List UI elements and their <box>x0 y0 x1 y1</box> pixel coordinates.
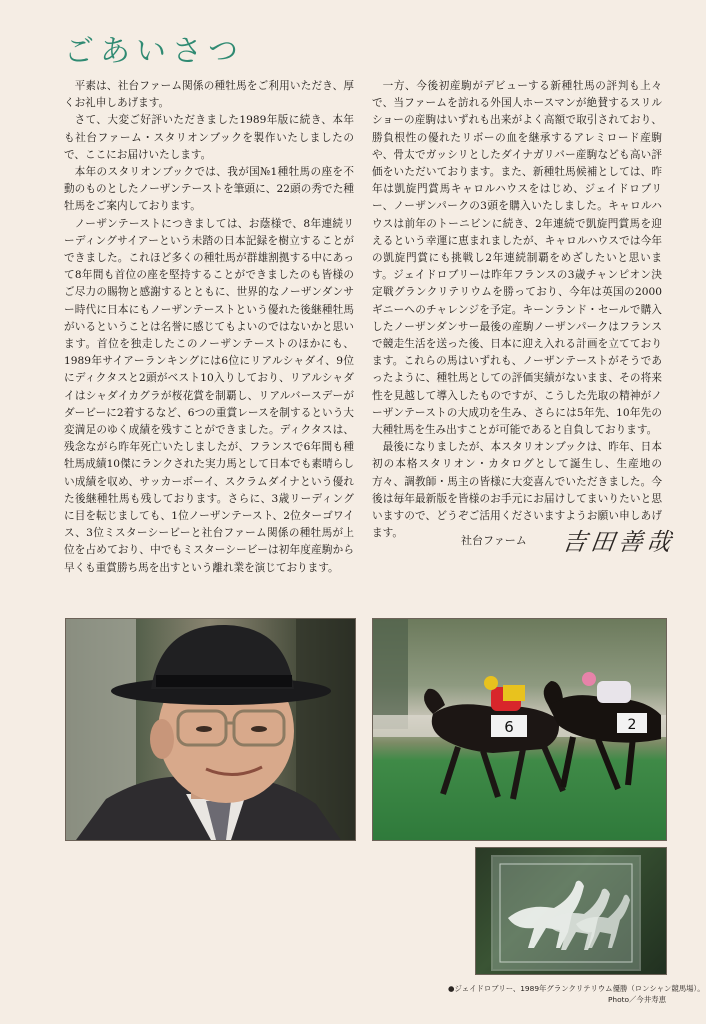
race-illustration <box>373 619 666 840</box>
greeting-left-column <box>64 78 354 577</box>
paragraph: さて、大変ご好評いただきました1989年版に続き、本年も社台ファーム・スタリオンブックを製作いたしましたので、ここにお届けいたします。 <box>64 114 354 161</box>
photo-caption <box>448 983 705 1005</box>
paragraph: 平素は、社台ファーム関係の種牡馬をご利用いただき、厚くお礼申しあげます。 <box>64 80 354 110</box>
paragraph: 一方、今後初産駒がデビューする新種牡馬の評判も上々で、当ファームを訪れる外国人ホースマンが絶賛するスリルショーの産駒はいずれも出来がよく高額で取引されており、勝負根性の優れたリボーの血を継承するアレミロード産駒や、骨太でガッシリとしたダイナガリバー産駒なども高い評価をいただいております。また、新種牡馬候補としては、昨年は凱旋門賞馬キャロルハウスをはじめ、ジェイドロブリー、ノーザンパークの3頭を購入いたしました。キャロルハウスは前年のトーニビンに続き、2年連続で凱旋門賞馬を迎えるという幸運に恵まれましたが、キャロルハウスでは今年の凱旋門賞にも挑戦し2年連続制覇をめざしたいと思います。ジェイドロブリーは昨年フランスの3歳チャンピオン決定戦グランクリテリウムを勝っており、今年は英国の2000ギニーへのチャレンジを予定。キーンランド・セールで購入したノーザンダンサー最後の産駒ノーザンパークはフランスで競走生活を送った後、日本に迎え入れる計画を立てております。これらの馬はいずれも、ノーザンテーストがそうであったように、種牡馬としての評価実績がないまま、その将来性を見越して導入したものですが、こうした先取の精神がノーザンテーストの大成功を生み、さらには5年先、10年先の大種牡馬を生み出すことが可能であると自負しております。 <box>372 80 662 437</box>
portrait-photo <box>65 618 356 841</box>
horse-6 <box>424 676 563 799</box>
caption-text: ●ジェイドロブリー、1989年グランクリテリウム優勝（ロンシャン競馬場）。 <box>448 984 705 993</box>
signature-organization: 社台ファーム <box>461 533 527 547</box>
paragraph: 本年のスタリオンブックでは、我が国№1種牡馬の座を不動のものとしたノーザンテーストを筆頭に、22頭の秀でた種牡馬をご案内しております。 <box>64 166 354 213</box>
paragraph: 最後になりましたが、本スタリオンブックは、昨年、日本初の本格スタリオン・カタログとして誕生し、生産地の方々、調教師・馬主の皆様に大変喜んでいただきました。今後は毎年最新版を皆様のお手元にお届けしてまいりたいと思いますので、どうぞご活用くださいますようお願い申しあげます。 <box>372 441 662 540</box>
signature-block <box>461 522 675 557</box>
handwritten-signature: 吉田善哉 <box>560 528 677 556</box>
page-title: ごあいさつ <box>64 34 244 69</box>
saddle-number-2: 2 <box>627 717 637 733</box>
crystal-illustration <box>476 848 666 974</box>
race-photo <box>372 618 667 841</box>
greeting-right-column <box>372 78 662 542</box>
photo-credit: Photo／今井寿恵 <box>607 995 666 1004</box>
paragraph: ノーザンテーストにつきましては、お蔭様で、8年連続リーディングサイアーという未踏の日本記録を樹立することができました。これほど多くの種牡馬が群雄割拠する中にあって8年間も首位の座を堅持することができましたのも皆様のご尽力の賜物と感謝するとともに、世界的なノーザンダンサー時代に日本にもノーザンテーストという優れた後継種牡馬がいるということは名誉に感じてもよいのではないかと思います。首位を独走したこのノーザンテーストのほかにも、1989年サイアーランキングには6位にリアルシャダイ、9位にディクタスと2頭がベスト10入りしており、リアルシャダイはシャダイカグラが桜花賞を制覇し、リアルバースデーがダービーに2着するなど、6つの重賞レースを制するという大変満足のゆく成績を残すことができました。ディクタスは、残念ながら昨年死亡いたしましたが、フランスで6年間も種牡馬成績10傑にランクされた実力馬として日本でも素晴らしい成績を収め、サッカーボーイ、スクラムダイナという優れた後継種牡馬も残しております。さらに、3歳リーディングに目を転じましても、1位ノーザンテースト、2位ターゴワイス、3位ミスターシービーと社台ファーム関係の種牡馬が上位を占めており、中でもミスターシービーは初年度産駒から早くも重賞勝ち馬を出すという離れ業を演じております。 <box>64 217 354 574</box>
crystal-sculpture-photo <box>475 847 667 975</box>
portrait-illustration <box>66 619 355 840</box>
saddle-number-6: 6 <box>504 718 514 736</box>
